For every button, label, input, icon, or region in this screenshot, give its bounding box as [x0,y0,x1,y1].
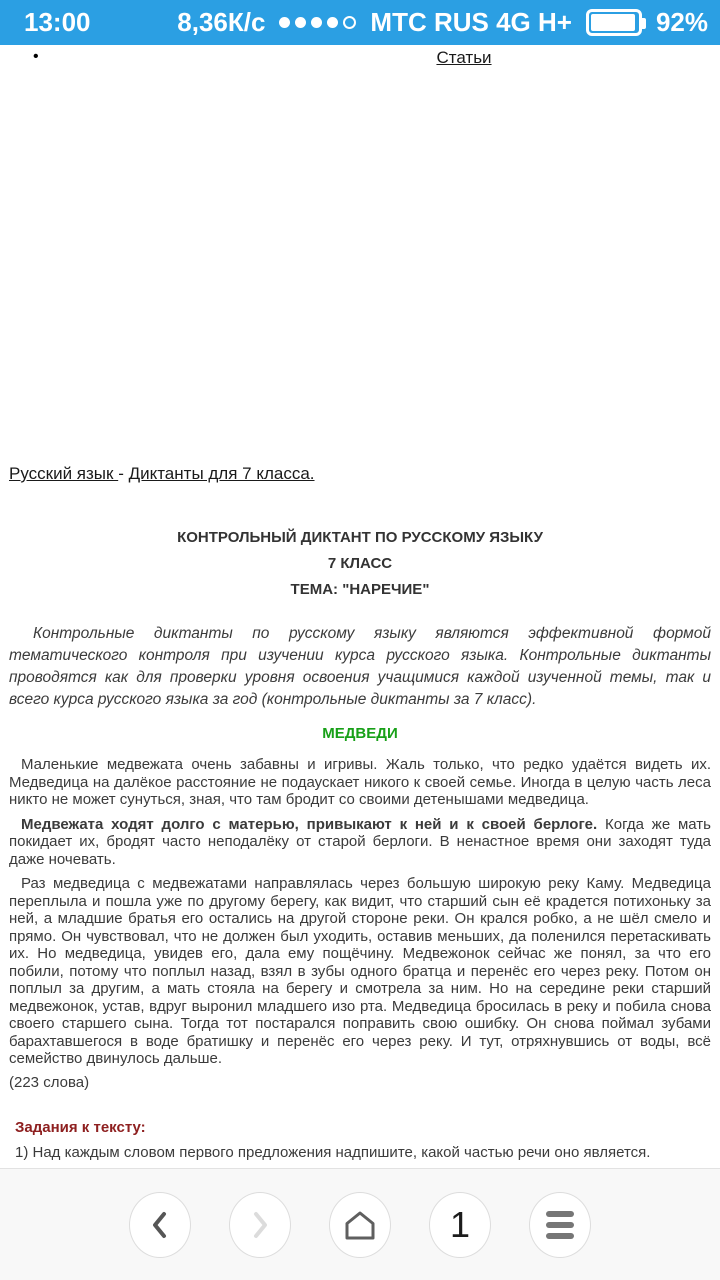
chevron-left-icon [149,1209,171,1241]
doc-title: КОНТРОЛЬНЫЙ ДИКТАНТ ПО РУССКОМУ ЯЗЫКУ [177,529,543,546]
word-count: (223 слова) [9,1073,90,1091]
articles-link[interactable]: Статьи [436,48,492,67]
dictation-title: МЕДВЕДИ [322,725,398,742]
battery-icon [586,9,642,36]
browser-page-content [0,45,720,1212]
paragraph-2-rest: Когда же мать покидает их, бродят часто неподалёку от старой берлоги. В ненастное время они заходят туда даже ночевать. [9,815,711,868]
task-item-1: 1) Над каждым словом первого предложения надпишите, какой частью речи оно является. [15,1143,651,1161]
paragraph-3: Раз медведица с медвежатами направлялась через большую широкую реку Каму. Медведица переплыла и пошла уже по другому берегу, как видит, что старший сын её крадется потихоньку за ней, а младшие братья его остались на другой стороне реки. Он крался робко, а не шёл смело и прямо. Он чувствовал, что не должен был уходить, оставив меньших, да поленился перетаскивать их. Но медведица, увидев его, дала ему пощёчину. Медвежонок сейчас же понял, за что его побили, потому что поплыл назад, взял в зубы одного братца и перенёс его через реку. Потом он поплыл за другим, а мать стояла на берегу и смотрела за ним. Но на середине реки старший медвежонок, устав, вдруг выронил младшего изо рта. Медведица бросилась в реку и побила снова своего старшего сына. Тогда тот постарался поправить свою ошибку. Он снова поймал зубами барахтавшегося в воде братишку и перенёс его через реку. И тут, отряхнувшись от воды, всё семейство двинулось дальше. [9,875,711,1067]
home-icon [342,1207,378,1243]
forward-button[interactable] [229,1192,291,1258]
battery-percent: 92% [655,7,708,37]
menu-icon [546,1211,574,1239]
signal-dot [295,17,306,28]
paragraph-1: Маленькие медвежата очень забавны и игривы. Жаль только, что редко удаётся видеть их. Медведица на далёкое расстояние не подаускает никого к своей семье. Иногда в целую часть леса никто не может сунуться, зная, что там бродит со своими детенышами медведица. [9,756,711,808]
menu-button[interactable] [529,1192,591,1258]
breadcrumb-separator: - [118,464,129,483]
paragraph-2 [9,816,711,869]
tabs-button[interactable] [429,1192,491,1258]
signal-dot [279,17,290,28]
doc-grade: 7 КЛАСС [327,555,393,572]
breadcrumb-link-russian-language[interactable]: Русский язык [9,464,119,483]
network-speed: 8,36К/с [177,7,266,37]
back-button[interactable] [129,1192,191,1258]
status-bar [0,0,720,45]
tasks-heading: Задания к тексту: [15,1118,146,1136]
breadcrumb [9,464,711,484]
signal-dot-empty [343,16,356,29]
doc-theme: ТЕМА: "НАРЕЧИЕ" [290,581,430,598]
status-right-group [177,7,708,38]
home-button[interactable] [329,1192,391,1258]
status-time: 13:00 [24,7,91,37]
tab-count: 1 [449,1203,471,1245]
carrier-label: МТС RUS 4G H+ [370,7,572,37]
browser-nav-bar [0,1168,720,1280]
battery-nub [642,18,646,29]
intro-paragraph: Контрольные диктанты по русскому языку являются эффективной формой тематического контроля при изучении курса русского языка. Контрольные диктанты проводятся как для проверки уровня освоения учащимися каждой изученной темы, так и всего курса русского языка за год (контрольные диктанты за 7 класс). [9,625,711,708]
signal-strength-icon [279,16,356,29]
signal-dot [327,17,338,28]
articles-list-item [9,48,711,70]
signal-dot [311,17,322,28]
list-bullet: • [33,48,39,65]
battery-fill [591,14,635,31]
breadcrumb-link-dictations-grade7[interactable]: Диктанты для 7 класса. [128,464,315,483]
highlighted-sentence: Медвежата ходят долго с матерью, привыкают к ней и к своей берлоге. [21,815,598,833]
chevron-right-icon [249,1209,271,1241]
